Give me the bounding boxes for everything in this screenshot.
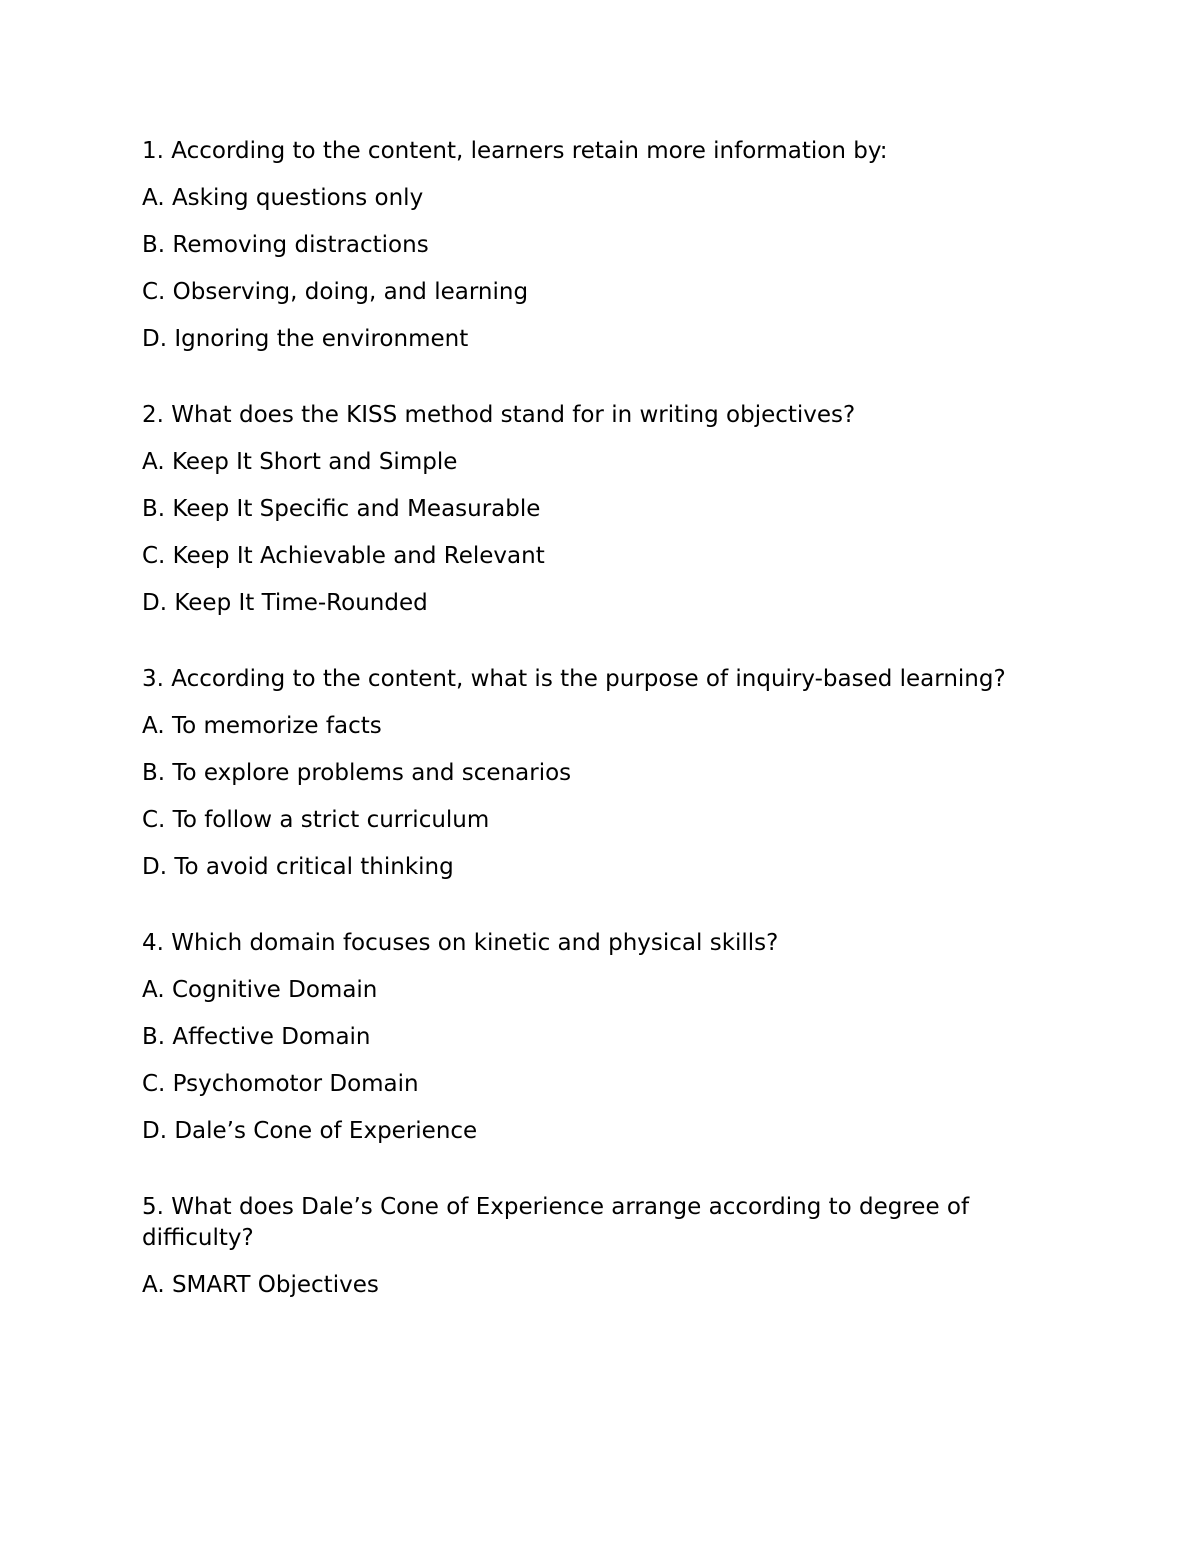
question-2-text: 2. What does the KISS method stand for in writing objectives?	[142, 402, 856, 428]
question-4-option-c: C. Psychomotor Domain	[142, 1071, 419, 1097]
question-3-text: 3. According to the content, what is the purpose of inquiry-based learning?	[142, 666, 1006, 692]
question-block-3	[142, 664, 1042, 883]
question-2-option-a: A. Keep It Short and Simple	[142, 449, 458, 475]
question-2-option-b: B. Keep It Specific and Measurable	[142, 496, 541, 522]
question-3-option-b: B. To explore problems and scenarios	[142, 760, 572, 786]
question-1-option-b: B. Removing distractions	[142, 232, 429, 258]
question-block-5	[142, 1192, 1042, 1301]
question-1-option-a: A. Asking questions only	[142, 185, 424, 211]
question-4-text: 4. Which domain focuses on kinetic and physical skills?	[142, 930, 779, 956]
question-block-4	[142, 928, 1042, 1147]
question-1-option-d: D. Ignoring the environment	[142, 326, 469, 352]
question-1-option-c: C. Observing, doing, and learning	[142, 279, 529, 305]
question-1-text: 1. According to the content, learners retain more information by:	[142, 138, 888, 164]
question-3-option-d: D. To avoid critical thinking	[142, 854, 454, 880]
question-2-option-d: D. Keep It Time-Rounded	[142, 590, 428, 616]
quiz-content	[142, 136, 1042, 1346]
question-3-option-c: C. To follow a strict curriculum	[142, 807, 490, 833]
question-4-option-a: A. Cognitive Domain	[142, 977, 378, 1003]
question-block-1	[142, 136, 1042, 355]
question-5-option-a: A. SMART Objectives	[142, 1272, 379, 1298]
question-3-option-a: A. To memorize facts	[142, 713, 382, 739]
question-block-2	[142, 400, 1042, 619]
question-2-option-c: C. Keep It Achievable and Relevant	[142, 543, 545, 569]
question-4-option-d: D. Dale’s Cone of Experience	[142, 1118, 478, 1144]
question-5-text: 5. What does Dale’s Cone of Experience arrange according to degree of difficulty?	[142, 1194, 970, 1251]
question-4-option-b: B. Affective Domain	[142, 1024, 371, 1050]
